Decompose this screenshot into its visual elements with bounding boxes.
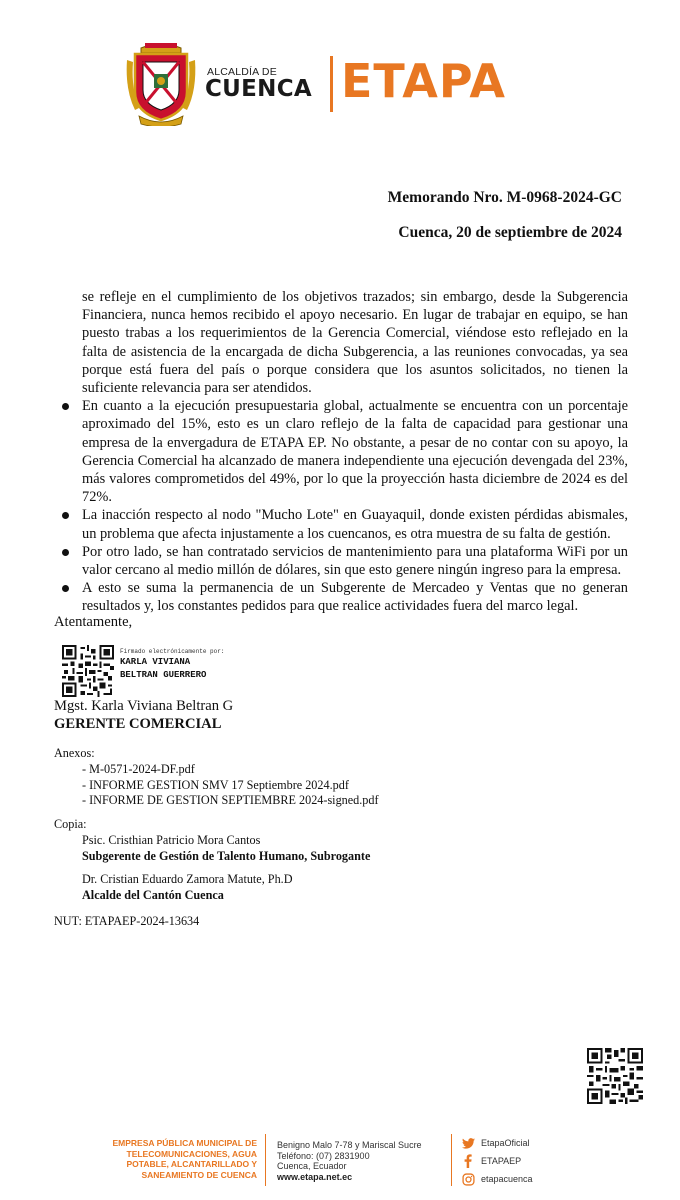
footer-social <box>461 1134 533 1188</box>
list-item: - INFORME GESTION SMV 17 Septiembre 2024.pdf <box>82 777 349 792</box>
copia-recipient-name: Dr. Cristian Eduardo Zamora Matute, Ph.D <box>82 872 293 886</box>
alcaldia-city: CUENCA <box>205 76 312 102</box>
anexos-list <box>82 762 379 809</box>
copia-recipient-name: Psic. Cristhian Patricio Mora Cantos <box>82 833 261 847</box>
facebook-icon <box>461 1154 475 1168</box>
twitter-icon <box>461 1136 475 1150</box>
list-item: Por otro lado, se han contratado servicios de mantenimiento para una plataforma WiFi por un valor cercano al medio millón de dólares, sin que esto genere ningún ingreso para la empresa. <box>60 543 628 579</box>
instagram-icon <box>461 1172 475 1186</box>
facebook-handle: ETAPAEP <box>481 1156 522 1166</box>
copia-label: Copia: <box>54 817 87 831</box>
header-divider <box>330 56 333 112</box>
footer-city: Cuenca, Ecuador <box>277 1161 347 1172</box>
list-item: La inacción respecto al nodo "Mucho Lote" en Guayaquil, donde existen pérdidas abismales, un problema que afecta injustamente a los cuencanos, es otra muestra de su falta de gestión. <box>60 506 628 542</box>
twitter-handle: EtapaOficial <box>481 1138 530 1148</box>
closing: Atentamente, <box>54 614 133 630</box>
list-item: - INFORME DE GESTION SEPTIEMBRE 2024-signed.pdf <box>82 793 379 808</box>
intro-paragraph: se refleje en el cumplimiento de los objetivos trazados; sin embargo, desde la Subgerencia Financiera, nunca hemos recibido el apoyo necesario. En lugar de trabajar en equipo, se han puesto trabas a los requerimientos de la Gerencia Comercial, viéndose esto reflejado en la falta de asistencia de la encargada de dicha Subgerencia, a las reuniones convocadas, ya sea porque está fuera del país o porque considera que los asuntos solicitados, no tienen la suficiente relevancia para ser atendidos. <box>82 289 628 397</box>
etapa-logo: ETAPA <box>341 54 506 108</box>
memo-number: Memorando Nro. M-0968-2024-GC <box>387 189 622 206</box>
letterhead <box>125 36 545 126</box>
signature-text <box>120 648 224 681</box>
copia-recipient-role: Alcalde del Cantón Cuenca <box>82 887 224 902</box>
footer-divider <box>265 1134 266 1186</box>
memo-body <box>60 288 628 616</box>
list-item: En cuanto a la ejecución presupuestaria global, actualmente se encuentra con un porcentaje aproximado del 15%, esto es un claro reflejo de la falta de capacidad para gestionar una empresa de la envergadura de ETAPA EP. No obstante, a pesar de no contar con su apoyo, la Gerencia Comercial ha alcanzado de manera independiente una ejecución devengada del 23%, más valores comprometidos del 49%, por lo que la proyección hasta diciembre de 2024 es del 72%. <box>60 397 628 506</box>
copia-recipient-role: Subgerente de Gestión de Talento Humano, Subrogante <box>82 848 371 863</box>
signature-name-line1: KARLA VIVIANA <box>120 657 191 667</box>
copia-recipient <box>82 872 293 903</box>
electronic-signature <box>62 645 362 697</box>
signer-title: GERENTE COMERCIAL <box>54 716 222 732</box>
social-twitter[interactable] <box>461 1134 533 1152</box>
list-item: A esto se suma la permanencia de un Subgerente de Mercadeo y Ventas que no generan resultados y, los constantes pedidos para que realice actividades fuera del marco legal. <box>60 579 628 615</box>
bullet-list <box>60 397 628 615</box>
page-footer <box>0 1130 680 1190</box>
footer-address <box>277 1140 422 1182</box>
instagram-handle: etapacuenca <box>481 1174 533 1184</box>
alcaldia-label: ALCALDÍA DE <box>207 66 277 78</box>
memo-date: Cuenca, 20 de septiembre de 2024 <box>398 224 622 241</box>
signature-name-line2: BELTRAN GUERRERO <box>120 670 207 680</box>
social-facebook[interactable] <box>461 1152 533 1170</box>
anexos-label: Anexos: <box>54 746 95 760</box>
signer-name: Mgst. Karla Viviana Beltran G <box>54 698 234 714</box>
cuenca-coat-of-arms-icon <box>125 40 197 126</box>
footer-company-name: EMPRESA PÚBLICA MUNICIPAL DE TELECOMUNICACIONES, AGUA POTABLE, ALCANTARILLADO Y SANEAMIENTO DE CUENCA <box>112 1138 257 1180</box>
footer-street: Benigno Malo 7-78 y Mariscal Sucre <box>277 1140 422 1150</box>
footer-divider <box>451 1134 452 1186</box>
signature-caption: Firmado electrónicamente por: <box>120 648 225 655</box>
document-qr-code-icon <box>587 1048 643 1104</box>
nut-code: NUT: ETAPAEP-2024-13634 <box>54 914 200 928</box>
signature-qr-code-icon <box>62 645 114 697</box>
list-item: - M-0571-2024-DF.pdf <box>82 762 195 776</box>
footer-website[interactable]: www.etapa.net.ec <box>277 1171 353 1182</box>
footer-phone: Teléfono: (07) 2831900 <box>277 1150 370 1161</box>
social-instagram[interactable] <box>461 1170 533 1188</box>
copia-recipient <box>82 833 370 864</box>
